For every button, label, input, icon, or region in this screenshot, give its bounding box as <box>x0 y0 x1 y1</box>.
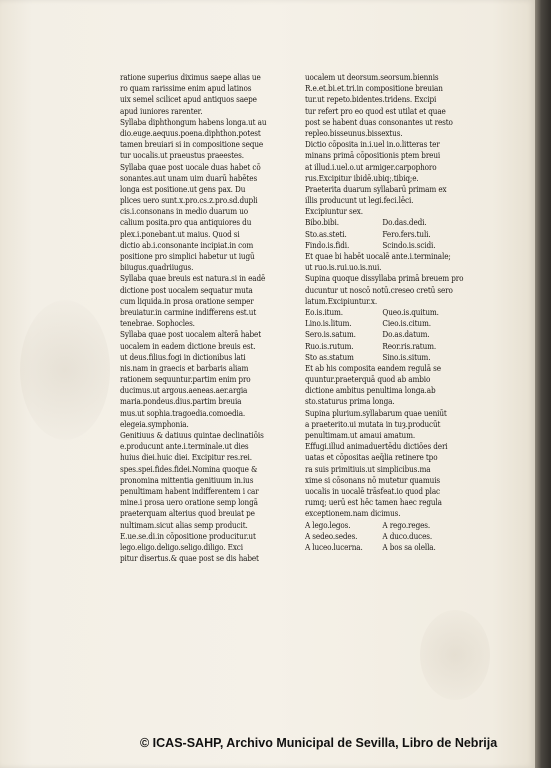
text-line: Et ab his composita eandem regulā se <box>305 362 441 373</box>
word-pair-row <box>305 217 463 228</box>
text-line: dictio ab.i.consonante incipiat.in com <box>120 239 254 250</box>
text-line: tur refert pro eo quod est utilat et quae <box>305 105 446 116</box>
paper-stain <box>420 610 490 700</box>
text-line: penultimam habent indifferentem i car <box>120 485 259 496</box>
text-line: rationem sequuntur.partim enim pro <box>120 374 251 385</box>
text-line: positione pro simplici habetur ut iugū <box>120 251 255 261</box>
text-line: Excipiuntur sex. <box>305 206 363 217</box>
word-pair-cell: Eo.is.itum. <box>305 306 343 317</box>
word-pair-row <box>305 329 463 340</box>
word-pair-row <box>305 531 463 542</box>
text-line: apud iuniores rarenter. <box>120 105 203 116</box>
word-pair-row <box>305 240 463 251</box>
text-line: praeterquam alterius quod breuiat pe <box>120 508 255 519</box>
left-text-column <box>120 72 266 564</box>
text-line: uocalem ut deorsum.seorsum.biennis <box>305 72 439 82</box>
text-line: spes.spei.fides.fidei.Nomina quoque & <box>120 463 258 474</box>
text-line: ut ruo.is.rui.uo.is.nui. <box>305 262 382 273</box>
text-line: ducuntur ut noscō notū.creseo cretū sero <box>305 284 453 295</box>
text-line: Syllaba quae post uocalem alterā habet <box>120 329 262 340</box>
word-pair-cell: A duco.duces. <box>382 530 433 541</box>
text-line: elegeia.symphonia. <box>120 418 189 429</box>
text-line: E.ue.se.di.in cōpositione producitur.ut <box>120 530 256 541</box>
word-pair-cell: Do.as.datum. <box>382 329 430 340</box>
text-line: uix semel scilicet apud antiquos saepe <box>120 94 257 105</box>
paper-stain <box>20 300 110 440</box>
word-pair-cell: Cieo.is.citum. <box>382 318 431 329</box>
text-line: rus.Excipitur ibidē.ubiq;.tibiq;e. <box>305 172 419 183</box>
text-line: sonantes.aut unam uim duarū habētes <box>120 172 258 183</box>
text-line: nultimam.sicut alias semp producit. <box>120 519 248 530</box>
text-line: repleo.bisseunus.bissextus. <box>305 127 403 138</box>
text-line: Supina plurium.syllabarum quae ueniūt <box>305 407 447 418</box>
text-line: exceptionem.nam dicimus. <box>305 508 401 519</box>
text-line: Syllaba quae breuis est natura.si in eadē <box>120 273 266 284</box>
word-pair-row <box>305 229 463 240</box>
text-line: uatas et cōpositas aeq̄lia retinere tpo <box>305 452 438 463</box>
text-line: dictione post uocalem sequatur muta <box>120 284 253 295</box>
text-line: at illud.i.uel.o.ut armiger.carpophoro <box>305 161 437 172</box>
text-line: Genitiuus & datiuus quintae declinatiōis <box>120 430 264 440</box>
text-line: ra suis primitiuis.ut simplicibus.ma <box>305 463 431 474</box>
text-line: tur.ut repeto.bidentes.tridens. Excipi <box>305 94 437 105</box>
word-pair-cell: Do.das.dedi. <box>382 217 427 228</box>
text-line: latum.Excipiuntur.x. <box>305 295 378 306</box>
text-line: ratione superius diximus saepe alias ue <box>120 72 261 82</box>
word-pair-cell: Ruo.is.rutum. <box>305 340 354 351</box>
text-line: pitur disertus.& quae post se dis habet <box>120 553 259 564</box>
text-line: quuntur.praeterquā quod ab ambio <box>305 374 431 385</box>
text-line: ducimus.ut argous.aeneas.aer.argia <box>120 385 248 396</box>
text-line: Effugi.illud animaduertēdu dictiōes deri <box>305 441 448 452</box>
word-pair-row <box>305 352 463 363</box>
text-line: uocalem in eadem dictione breuis est. <box>120 340 256 351</box>
word-pair-row <box>305 542 463 553</box>
text-line: penultimam.ut amaui amatum. <box>305 430 416 440</box>
text-line: Syllaba quae post uocale duas habet cō <box>120 161 261 172</box>
word-pair-row <box>305 341 463 352</box>
text-line: huius diei.huic diei. Excipitur res.rei. <box>120 452 252 463</box>
copyright-notice: © ICAS-SAHP, Archivo Municipal de Sevilla, Libro de Nebrija <box>140 736 498 750</box>
text-line: Praeterita duarum syllabarū primam ex <box>305 183 447 194</box>
word-pair-cell: A lego.legos. <box>305 519 351 530</box>
word-pair-cell: Findo.is.fidi. <box>305 239 350 250</box>
text-line: tenebrae. Sophocles. <box>120 318 195 329</box>
text-line: mine.i prosa uero oratione semp longā <box>120 497 258 508</box>
word-pair-row <box>305 318 463 329</box>
text-line: sto.staturus prima longa. <box>305 396 395 407</box>
text-line: Syllaba diphthongum habens longa.ut au <box>120 116 267 127</box>
right-text-column <box>305 72 463 553</box>
word-pair-cell: A luceo.lucerna. <box>305 541 363 552</box>
text-line: mus.ut sophia.tragoedia.comoedia. <box>120 407 246 418</box>
text-line: xime si cōsonans nō mutetur quamuis <box>305 474 441 485</box>
text-line: cum liquida.in prosa oratione semper <box>120 295 254 306</box>
page-edge-shadow <box>535 0 551 768</box>
word-pair-cell: A sedeo.sedes. <box>305 530 358 541</box>
text-line: plex.i.ponebant.ut maius. Quod si <box>120 228 240 239</box>
text-line: ro quam rarissime enim apud latinos <box>120 83 252 94</box>
text-line: ut deus.filius.fogi in dictionibus lati <box>120 351 246 362</box>
text-line: longa est positione.ut gens pax. Du <box>120 183 246 194</box>
text-line: Supina quoque dissyllaba primā breuem pro <box>305 273 464 284</box>
text-line: e.producunt ante.i.terminale.ut dies <box>120 441 249 452</box>
word-pair-cell: Bibo.bibi. <box>305 217 339 228</box>
text-line: Dictio cōposita in.i.uel in.o.litteras ter <box>305 139 440 150</box>
text-line: tamen breuiari si in compositione seque <box>120 139 264 150</box>
word-pair-cell: A rego.reges. <box>382 519 431 530</box>
word-pair-cell: Fero.fers.tuli. <box>382 228 431 239</box>
text-line: Et quae bi habēt uocalē ante.i.terminale; <box>305 251 451 261</box>
text-line: pronomina mittentia genitiuum in.ius <box>120 474 254 485</box>
text-line: breuiatur.in carmine indifferens est.ut <box>120 306 257 317</box>
text-line: dictione ambitus penultima longa.ab <box>305 385 436 396</box>
word-pair-cell: Sto as.statum <box>305 351 354 362</box>
word-pair-cell: Sero.is.satum. <box>305 329 356 340</box>
text-line: a praeterito.ui mutata in tuȝ.producūt <box>305 418 441 429</box>
text-line: nis.nam in graecis et barbaris aliam <box>120 362 249 373</box>
text-line: lego.eligo.deligo.seligo.diligo. Exci <box>120 541 243 552</box>
word-pair-cell: Queo.is.quitum. <box>382 306 439 317</box>
word-pair-cell: Sino.is.situm. <box>382 351 431 362</box>
text-line: dio.euge.aequus.poena.diphthon.potest <box>120 127 261 138</box>
text-line: rumq; uerū est hēc tamen haec regula <box>305 497 442 508</box>
text-line: plices uero sunt.x.pro.cs.z.pro.sd.dupli <box>120 195 258 206</box>
word-pair-cell: Scindo.is.scidi. <box>382 239 436 250</box>
word-pair-cell: Reor.ris.ratum. <box>382 340 437 351</box>
text-line: uocalis in uocalē trāsfeat.io quod plac <box>305 485 440 496</box>
word-pair-cell: A bos sa olella. <box>382 541 436 552</box>
text-line: biiugus.quadriiugus. <box>120 262 194 273</box>
text-line: maria.pondeus.dius.partim breuia <box>120 396 242 407</box>
text-line: calium posita.pro qua antiquiores du <box>120 217 252 228</box>
word-pair-row <box>305 520 463 531</box>
text-line: post se habent duas consonantes ut resto <box>305 116 453 127</box>
word-pair-row <box>305 307 463 318</box>
text-line: cis.i.consonans in medio duarum uo <box>120 206 249 217</box>
word-pair-cell: Lino.is.litum. <box>305 318 352 329</box>
text-line: tur uocalis.ut praeustus praeestes. <box>120 150 244 161</box>
text-line: illis producunt ut legi.feci.lēci. <box>305 195 414 206</box>
text-line: R.e.et.bi.et.tri.in compositione breuian <box>305 83 443 94</box>
word-pair-cell: Sto.as.steti. <box>305 228 347 239</box>
text-line: minans primā cōpositionis ptem breui <box>305 150 441 161</box>
